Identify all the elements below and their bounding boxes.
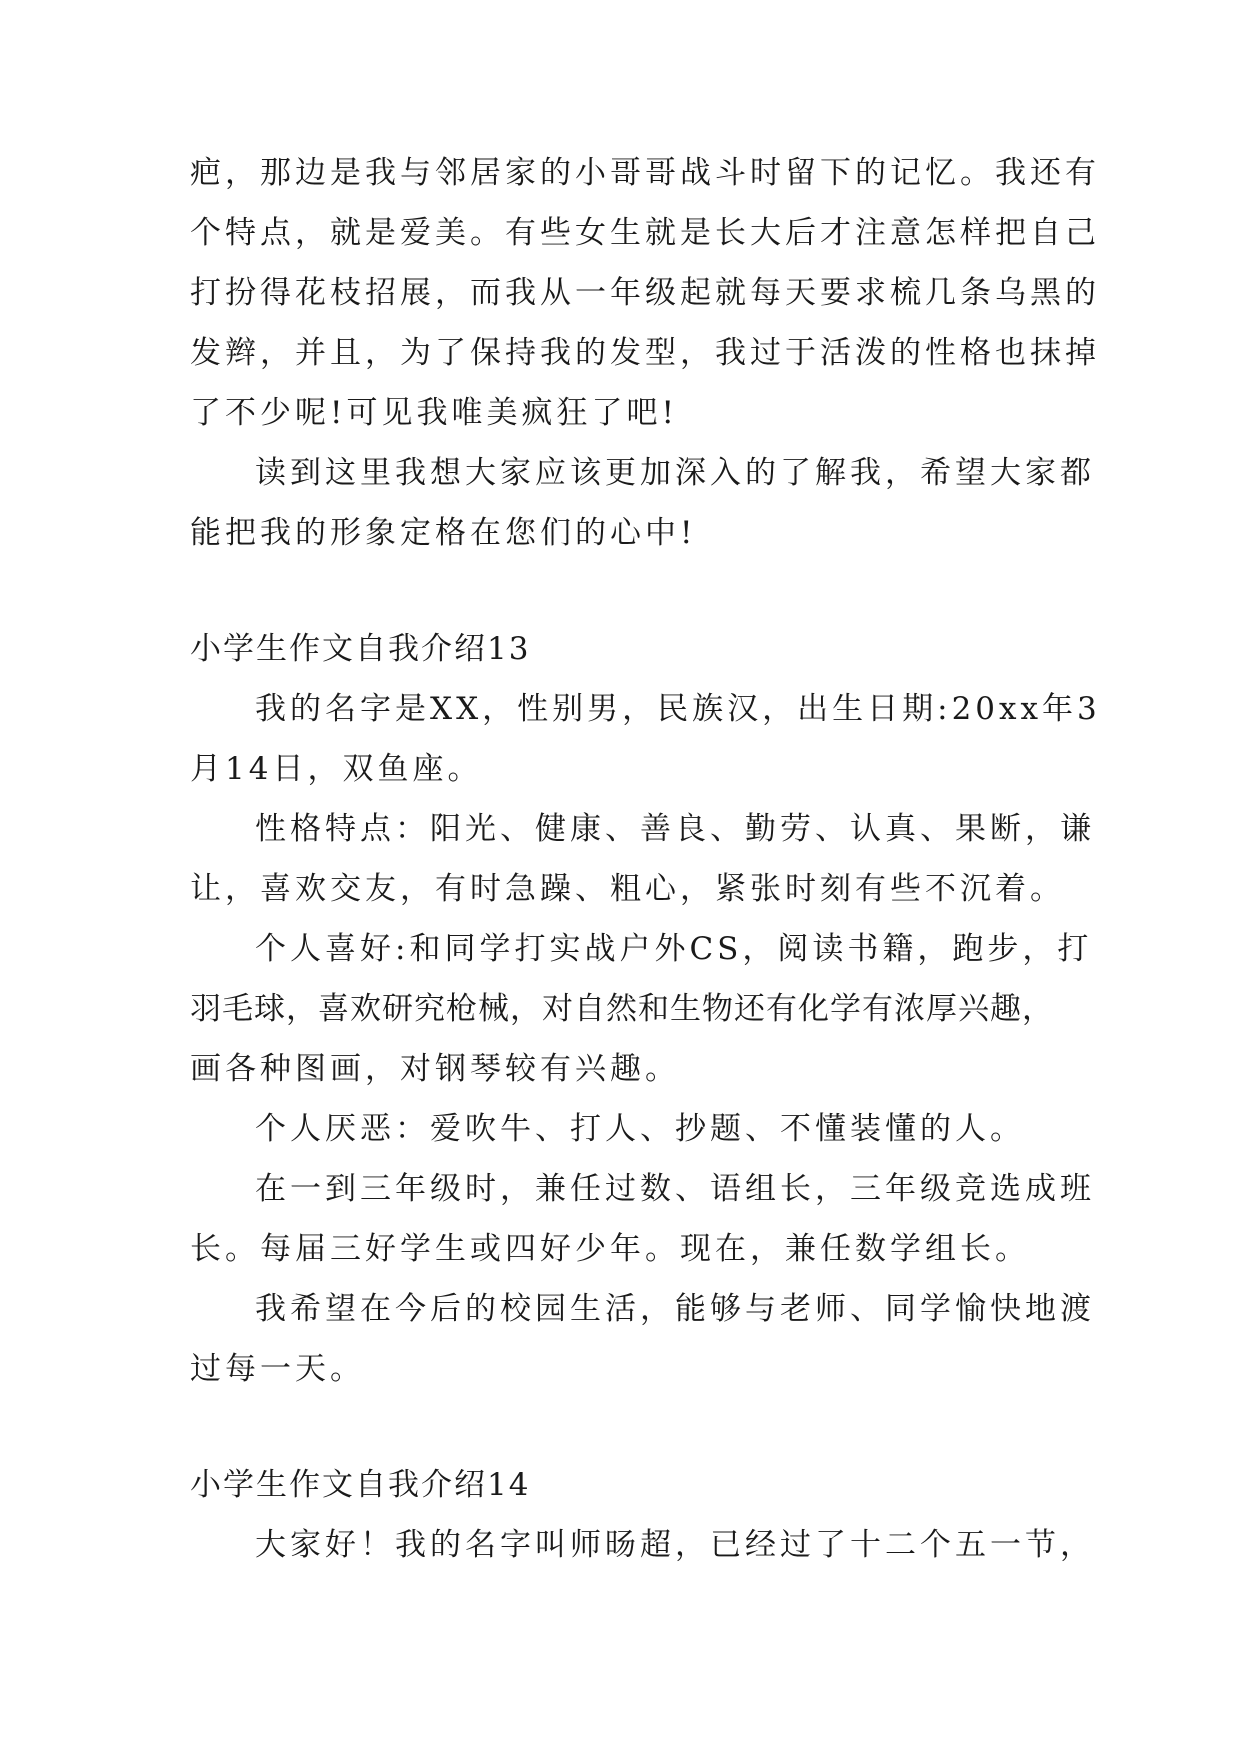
- section-heading: 小学生作文自我介绍14: [190, 1467, 531, 1503]
- paragraph-line: 了不少呢!可见我唯美疯狂了吧!: [190, 395, 678, 431]
- paragraph-line: 大家好！我的名字叫师旸超，已经过了十二个五一节，: [255, 1527, 1095, 1563]
- paragraph-line: 能把我的形象定格在您们的心中!: [190, 515, 697, 551]
- paragraph-line: 个人喜好:和同学打实战户外CS，阅读书籍，跑步，打: [255, 931, 1093, 967]
- paragraph-line: 让，喜欢交友，有时急躁、粗心，紧张时刻有些不沉着。: [190, 871, 1065, 907]
- paragraph-line: 疤，那边是我与邻居家的小哥哥战斗时留下的记忆。我还有: [190, 155, 1100, 191]
- paragraph-line: 羽毛球，喜欢研究枪械，对自然和生物还有化学有浓厚兴趣，: [190, 991, 1054, 1027]
- paragraph-line: 在一到三年级时，兼任过数、语组长，三年级竞选成班: [255, 1171, 1095, 1207]
- paragraph-line: 过每一天。: [190, 1351, 365, 1387]
- paragraph-line: 我希望在今后的校园生活，能够与老师、同学愉快地渡: [255, 1291, 1095, 1327]
- section-heading: 小学生作文自我介绍13: [190, 631, 531, 667]
- paragraph-line: 个特点，就是爱美。有些女生就是长大后才注意怎样把自己: [190, 215, 1100, 251]
- paragraph-line: 打扮得花枝招展，而我从一年级起就每天要求梳几条乌黑的: [190, 275, 1100, 311]
- paragraph-line: 个人厌恶：爱吹牛、打人、抄题、不懂装懂的人。: [255, 1111, 1025, 1147]
- paragraph-line: 月14日，双鱼座。: [190, 751, 483, 787]
- paragraph-line: 读到这里我想大家应该更加深入的了解我，希望大家都: [255, 455, 1095, 491]
- paragraph-line: 我的名字是XX，性别男，民族汉，出生日期:20xx年3: [255, 691, 1101, 727]
- paragraph-line: 发辫，并且，为了保持我的发型，我过于活泼的性格也抹掉: [190, 335, 1100, 371]
- paragraph-line: 长。每届三好学生或四好少年。现在，兼任数学组长。: [190, 1231, 1030, 1267]
- paragraph-line: 画各种图画，对钢琴较有兴趣。: [190, 1051, 680, 1087]
- paragraph-line: 性格特点：阳光、健康、善良、勤劳、认真、果断，谦: [255, 811, 1095, 847]
